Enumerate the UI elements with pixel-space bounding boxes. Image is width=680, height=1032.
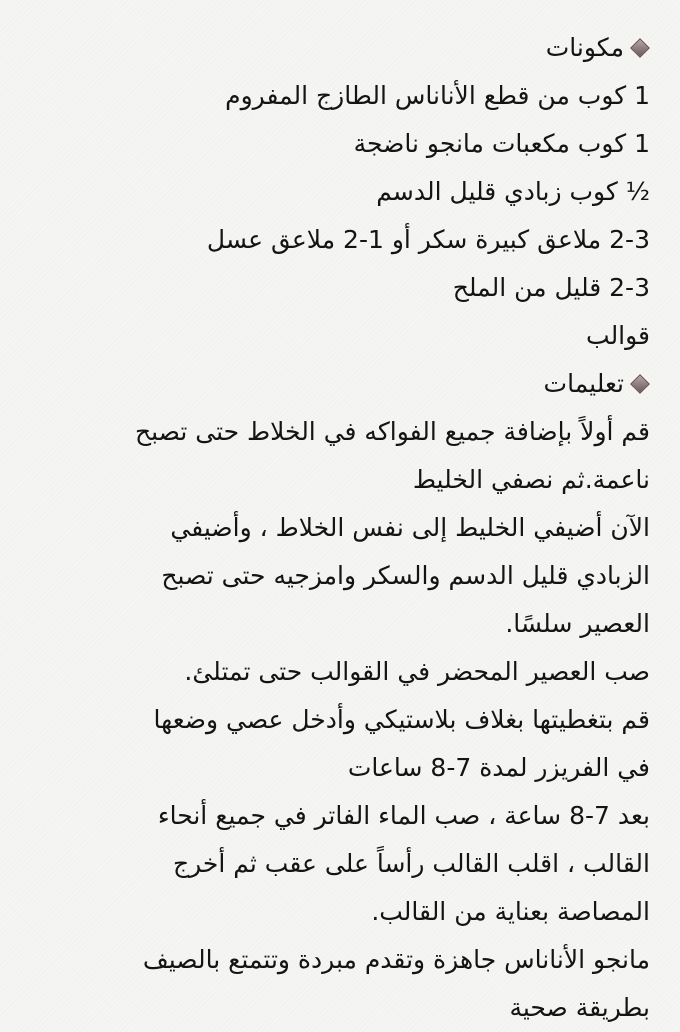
instructions-heading-text: تعليمات (543, 369, 624, 398)
instruction-line: الزبادي قليل الدسم والسكر وامزجيه حتى تصبح (161, 561, 650, 590)
diamond-bullet-icon (630, 38, 650, 58)
instruction-line: العصير سلسًا. (505, 609, 650, 638)
ingredients-heading (10, 24, 650, 72)
ingredient-line: 2-3 قليل من الملح (452, 273, 650, 302)
diamond-bullet-icon (630, 374, 650, 394)
ingredient-line: 2-3 ملاعق كبيرة سكر أو 1-2 ملاعق عسل (206, 225, 650, 254)
instruction-line: مانجو الأناناس جاهزة وتقدم مبردة وتتمتع بالصيف (142, 945, 650, 974)
recipe-note (10, 24, 650, 1032)
instruction-line: بطريقة صحية (509, 993, 650, 1022)
instructions-heading (10, 360, 650, 408)
instruction-line: صب العصير المحضر في القوالب حتى تمتلئ. (184, 657, 650, 686)
instruction-line: قم بتغطيتها بغلاف بلاستيكي وأدخل عصي وضعها (153, 705, 650, 734)
ingredient-line: 1 كوب مكعبات مانجو ناضجة (353, 129, 650, 158)
instruction-line: بعد 7-8 ساعة ، صب الماء الفاتر في جميع أنحاء (157, 801, 650, 830)
ingredient-line: قوالب (586, 321, 650, 350)
instruction-line: المصاصة بعناية من القالب. (371, 897, 650, 926)
instruction-line: قم أولاً بإضافة جميع الفواكه في الخلاط حتى تصبح (134, 417, 650, 446)
ingredient-line: ½ كوب زبادي قليل الدسم (376, 177, 650, 206)
instruction-line: ناعمة.ثم نصفي الخليط (412, 465, 650, 494)
instruction-line: في الفريزر لمدة 7-8 ساعات (347, 753, 650, 782)
ingredient-line: 1 كوب من قطع الأناناس الطازج المفروم (225, 81, 650, 110)
ingredients-heading-text: مكونات (545, 33, 624, 62)
instruction-line: القالب ، اقلب القالب رأساً على عقب ثم أخرج (172, 849, 650, 878)
instruction-line: الآن أضيفي الخليط إلى نفس الخلاط ، وأضيفي (170, 513, 650, 542)
